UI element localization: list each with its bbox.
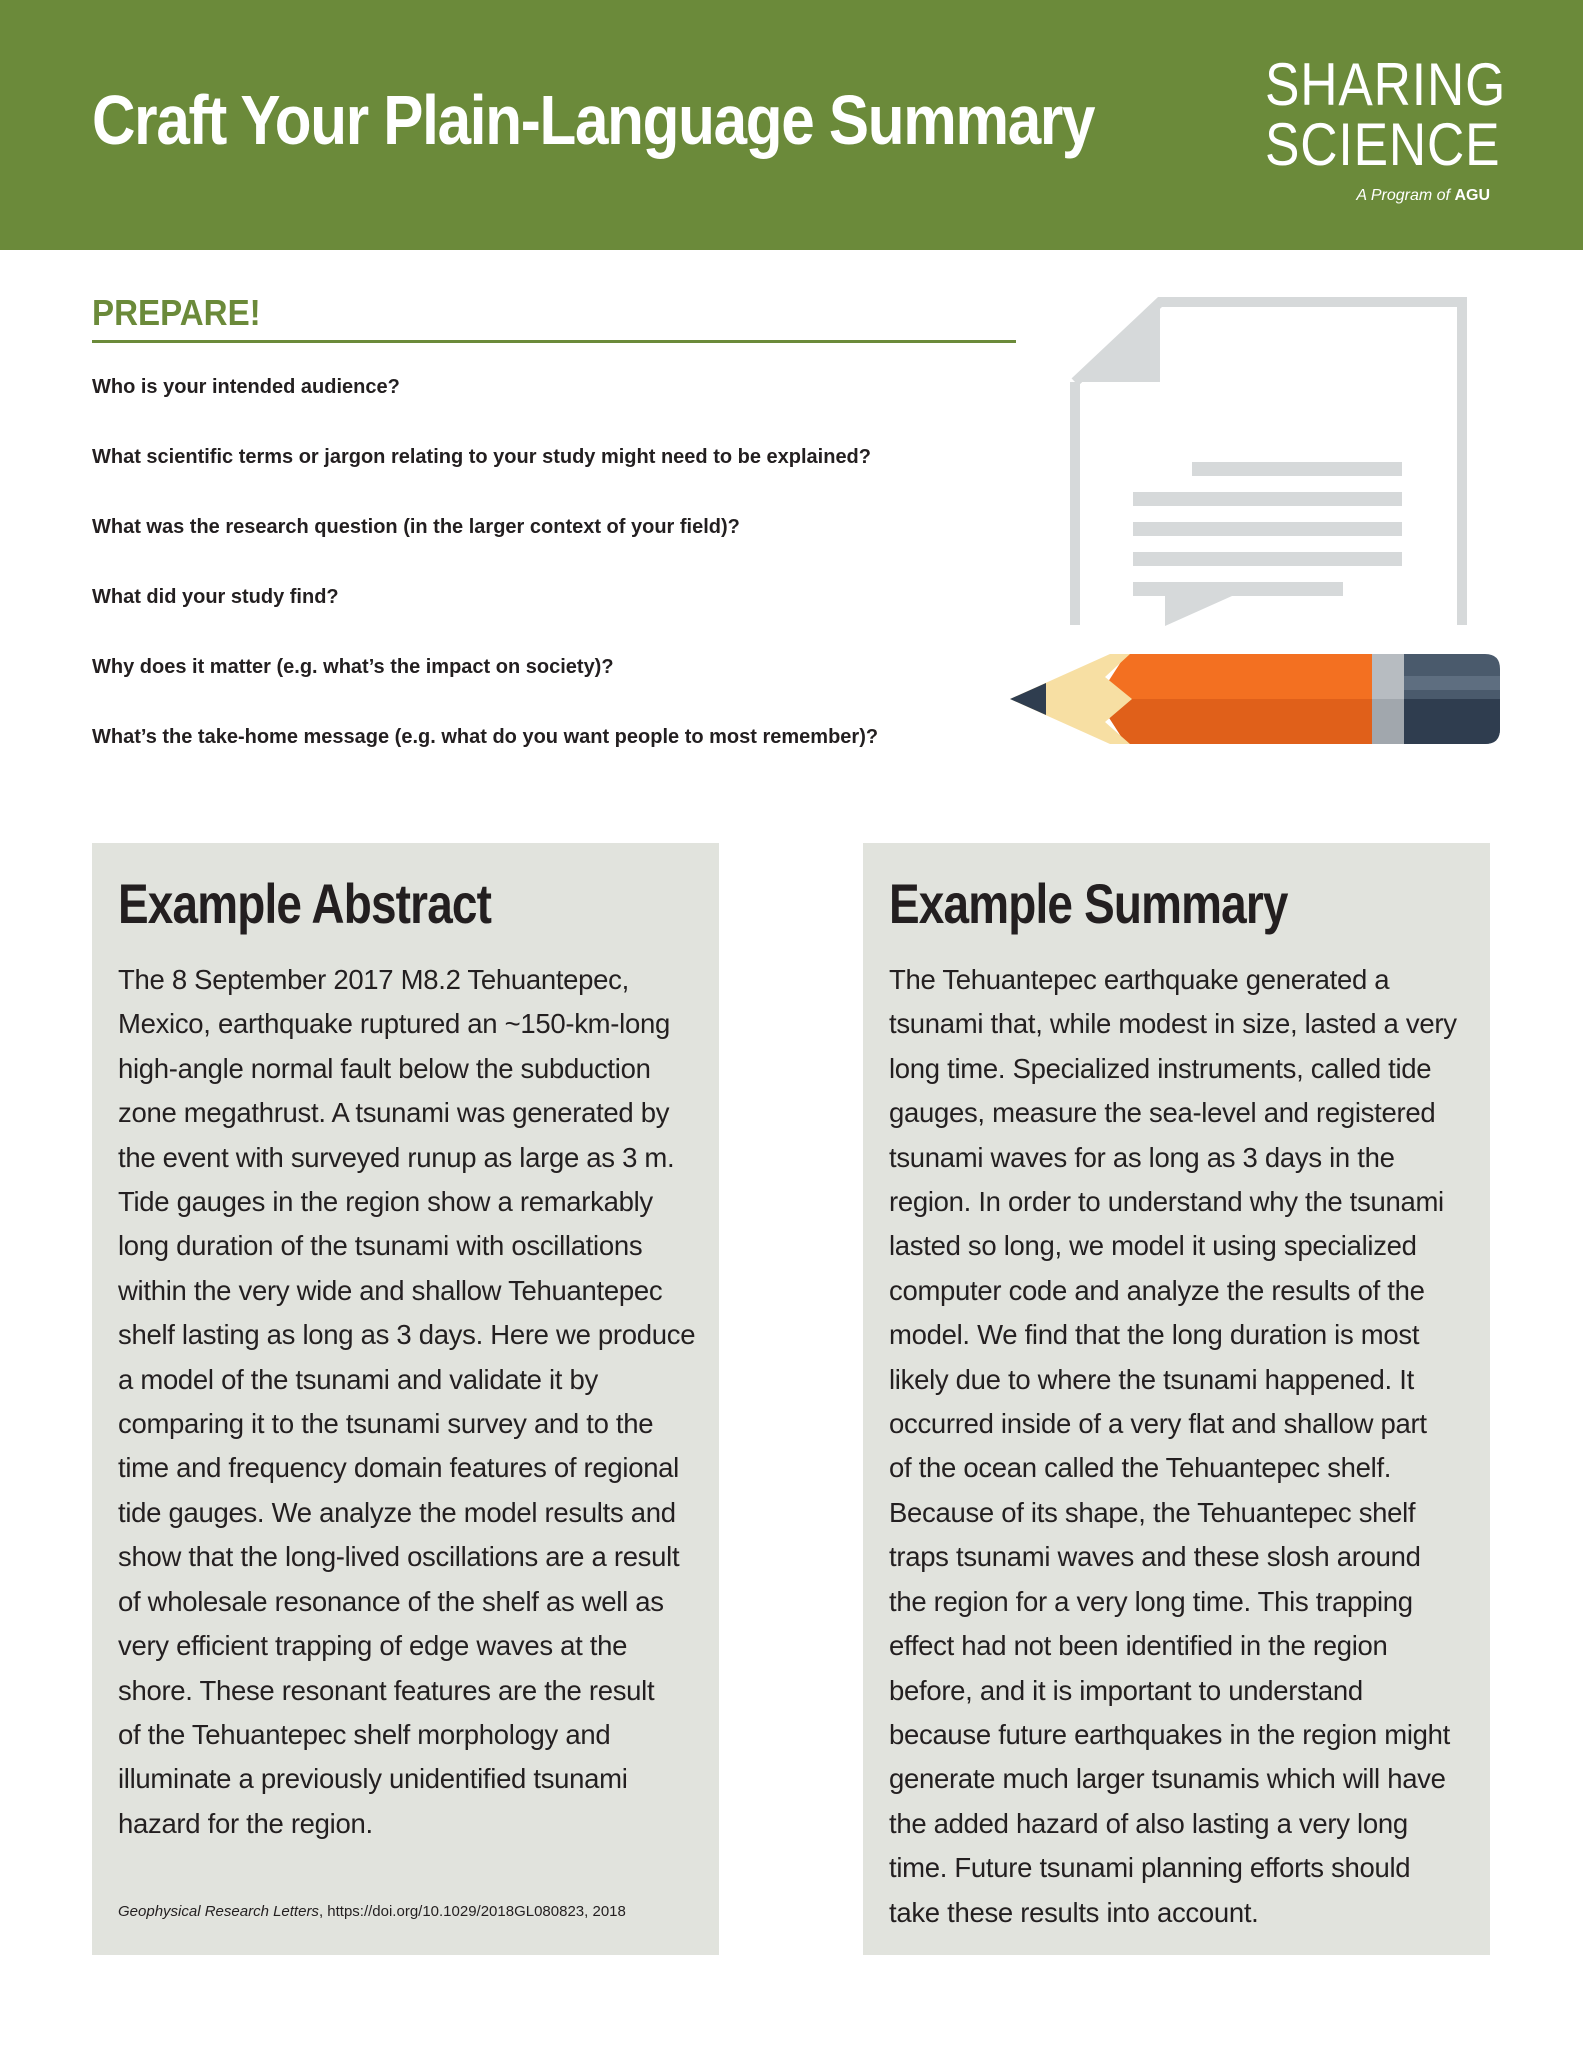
abstract-citation — [118, 1903, 626, 1920]
prepare-divider — [92, 340, 1016, 343]
summary-text-line: because future earthquakes in the region might — [889, 1718, 1451, 1750]
summary-text-line: computer code and analyze the results of the — [889, 1274, 1425, 1306]
sharing-science-logo — [1265, 51, 1507, 215]
summary-text-line: model. We find that the long duration is most — [889, 1319, 1420, 1351]
page-title: Craft Your Plain-Language Summary — [92, 81, 1095, 159]
summary-text-line: take these results into account. — [889, 1896, 1259, 1928]
summary-text-line: the added hazard of also lasting a very long — [889, 1807, 1408, 1839]
abstract-text-line: show that the long-lived oscillations are a result — [118, 1541, 680, 1573]
summary-text-line: region. In order to understand why the tsunami — [889, 1186, 1444, 1218]
summary-text-line: gauges, measure the sea-level and registered — [889, 1097, 1436, 1129]
logo-tagline-prefix: A Program of — [1356, 187, 1450, 204]
summary-text-line: generate much larger tsunamis which will have — [889, 1763, 1446, 1795]
abstract-text-line: hazard for the region. — [118, 1807, 373, 1839]
example-summary-card — [863, 843, 1490, 1955]
summary-text-line: effect had not been identified in the region — [889, 1630, 1388, 1662]
summary-text-line: the region for a very long time. This trapping — [889, 1585, 1413, 1617]
summary-text-line: tsunami waves for as long as 3 days in the — [889, 1141, 1395, 1173]
abstract-text-line: high-angle normal fault below the subduction — [118, 1052, 651, 1084]
prepare-question: What did your study find? — [92, 586, 339, 608]
abstract-text-line: zone megathrust. A tsunami was generated by — [118, 1097, 670, 1129]
prepare-question: What scientific terms or jargon relating to your study might need to be explained? — [92, 446, 871, 468]
citation-details: , https://doi.org/10.1029/2018GL080823, 2018 — [318, 1903, 626, 1920]
abstract-text-line: time and frequency domain features of regional — [118, 1452, 679, 1484]
summary-text-line: long time. Specialized instruments, called tide — [889, 1052, 1432, 1084]
summary-text-line: before, and it is important to understand — [889, 1674, 1363, 1706]
summary-text-line: lasted so long, we model it using specialized — [889, 1230, 1417, 1262]
summary-text-line: tsunami that, while modest in size, lasted a very — [889, 1008, 1457, 1040]
abstract-text-line: within the very wide and shallow Tehuantepec — [118, 1274, 663, 1306]
document-fold-icon — [1075, 302, 1160, 382]
summary-body — [889, 958, 1479, 1935]
prepare-question: Why does it matter (e.g. what’s the impact on society)? — [92, 656, 614, 678]
prepare-question: What’s the take-home message (e.g. what do you want people to most remember)? — [92, 726, 879, 748]
summary-text-line: The Tehuantepec earthquake generated a — [889, 964, 1390, 995]
document-line-icon — [1133, 492, 1402, 506]
summary-text-line: likely due to where the tsunami happened. It — [889, 1363, 1414, 1395]
logo-line-sharing: SHARING — [1265, 51, 1507, 118]
abstract-text-line: The 8 September 2017 M8.2 Tehuantepec, — [118, 964, 629, 995]
abstract-title: Example Abstract — [118, 872, 492, 935]
document-line-icon — [1133, 582, 1343, 596]
summary-title: Example Summary — [889, 872, 1288, 935]
abstract-text-line: comparing it to the tsunami survey and to the — [118, 1408, 654, 1440]
citation-journal: Geophysical Research Letters — [118, 1903, 319, 1920]
abstract-text-line: the event with surveyed runup as large as 3 m. — [118, 1141, 675, 1173]
abstract-text-line: a model of the tsunami and validate it by — [118, 1363, 598, 1395]
logo-tagline-org: AGU — [1454, 187, 1490, 204]
logo-line-science: SCIENCE — [1265, 111, 1501, 178]
document-with-pencil-icon — [1010, 292, 1500, 752]
abstract-text-line: shore. These resonant features are the result — [118, 1674, 655, 1706]
speech-tail-icon — [1165, 596, 1232, 626]
summary-text-line: time. Future tsunami planning efforts should — [889, 1852, 1411, 1884]
abstract-text-line: long duration of the tsunami with oscillations — [118, 1230, 643, 1262]
abstract-text-line: of the Tehuantepec shelf morphology and — [118, 1718, 611, 1750]
summary-text-line: occurred inside of a very flat and shallow part — [889, 1408, 1427, 1440]
abstract-text-line: tide gauges. We analyze the model results and — [118, 1496, 676, 1528]
summary-text-line: Because of its shape, the Tehuantepec shelf — [889, 1496, 1416, 1528]
abstract-text-line: Tide gauges in the region show a remarkably — [118, 1186, 653, 1218]
abstract-text-line: very efficient trapping of edge waves at the — [118, 1630, 628, 1662]
example-abstract-card — [92, 843, 719, 1955]
prepare-heading: PREPARE! — [92, 292, 261, 333]
page-header — [0, 0, 1583, 250]
abstract-text-line: of wholesale resonance of the shelf as well as — [118, 1585, 664, 1617]
document-line-icon — [1133, 522, 1402, 536]
abstract-text-line: shelf lasting as long as 3 days. Here we produce — [118, 1319, 696, 1351]
logo-tagline — [1356, 187, 1490, 205]
prepare-question: Who is your intended audience? — [92, 376, 400, 398]
prepare-question: What was the research question (in the larger context of your field)? — [92, 516, 740, 538]
prepare-question-list — [92, 375, 1032, 795]
summary-text-line: traps tsunami waves and these slosh around — [889, 1541, 1421, 1573]
abstract-body — [118, 958, 708, 1846]
abstract-text-line: Mexico, earthquake ruptured an ~150-km-long — [118, 1008, 670, 1040]
document-line-icon — [1192, 462, 1402, 476]
abstract-text-line: illuminate a previously unidentified tsunami — [118, 1763, 628, 1795]
document-line-icon — [1133, 552, 1402, 566]
summary-text-line: of the ocean called the Tehuantepec shelf. — [889, 1452, 1392, 1484]
pencil-icon — [1010, 654, 1500, 744]
